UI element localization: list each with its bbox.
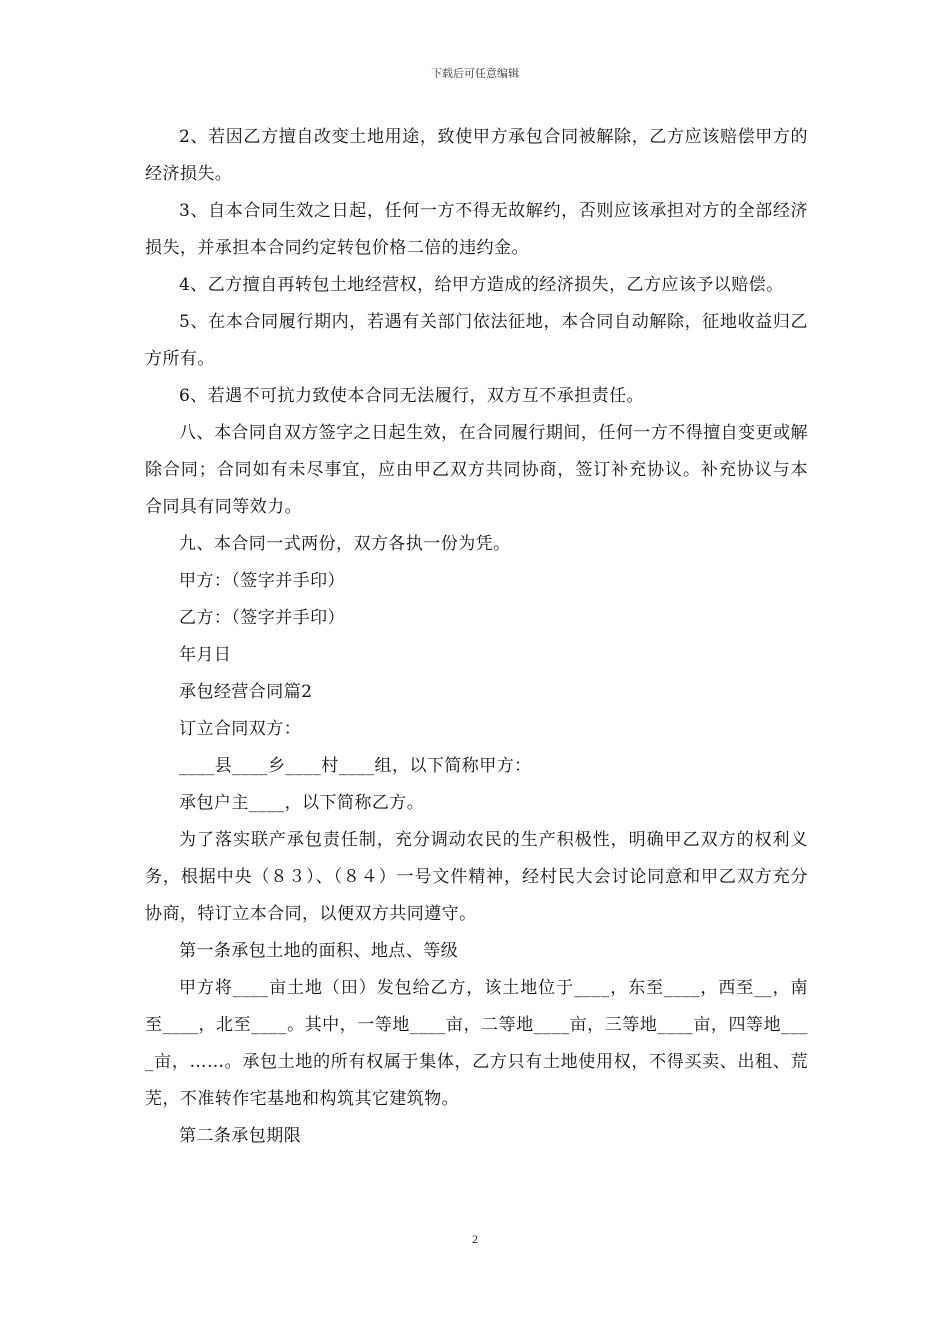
party-a-line: ____县____乡____村____组，以下简称甲方： [179,756,532,776]
clause-4-paragraph: 4、乙方擅自再转包土地经营权，给甲方造成的经济损失，乙方应该予以赔偿。 [179,275,784,295]
date-line: 年月日 [179,645,232,665]
article-1-heading: 第一条承包土地的面积、地点、等级 [179,941,459,961]
article-1-paragraph: 甲方将____亩土地（田）发包给乙方，该土地位于____，东至____，西至__，南至____，北至____。其中，一等地____亩，二等地____亩，三等地____亩，四等地____亩，……。承包土地的所有权属于集体，乙方只有土地使用权，不得买卖、出租、荒芜，不准转作宅基地和构筑其它建筑物。 [145,978,808,1109]
party-a-signature-line: 甲方：（签字并手印） [179,571,345,591]
article-8-paragraph: 八、本合同自双方签字之日起生效，在合同履行期间，任何一方不得擅自变更或解除合同；合同如有未尽事宜，应由甲乙双方共同协商，签订补充协议。补充协议与本合同具有同等效力。 [145,423,808,517]
section-title: 承包经营合同篇2 [179,682,313,702]
clause-5-paragraph: 5、在本合同履行期内，若遇有关部门依法征地，本合同自动解除，征地收益归乙方所有。 [145,312,808,369]
document-body [145,119,808,1155]
party-b-signature-line: 乙方：（签字并手印） [179,608,345,628]
party-b-line: 承包户主____，以下简称乙方。 [179,793,425,813]
clause-2-paragraph: 2、若因乙方擅自改变土地用途，致使甲方承包合同被解除，乙方应该赔偿甲方的经济损失。 [145,127,808,184]
parties-heading: 订立合同双方： [179,719,302,739]
page-header: 下载后可任意编辑 [431,67,519,80]
clause-3-paragraph: 3、自本合同生效之日起，任何一方不得无故解约，否则应该承担对方的全部经济损失，并承担本合同约定转包价格二倍的违约金。 [145,201,808,258]
preamble-paragraph: 为了落实联产承包责任制，充分调动农民的生产积极性，明确甲乙双方的权利义务，根据中央（８３）、（８４）一号文件精神，经村民大会讨论同意和甲乙双方充分协商，特订立本合同，以便双方共同遵守。 [145,830,808,924]
clause-6-paragraph: 6、若遇不可抗力致使本合同无法履行，双方互不承担责任。 [179,386,644,406]
page-number: 2 [472,1232,478,1246]
article-2-heading: 第二条承包期限 [179,1126,302,1146]
article-9-paragraph: 九、本合同一式两份，双方各执一份为凭。 [179,534,511,554]
